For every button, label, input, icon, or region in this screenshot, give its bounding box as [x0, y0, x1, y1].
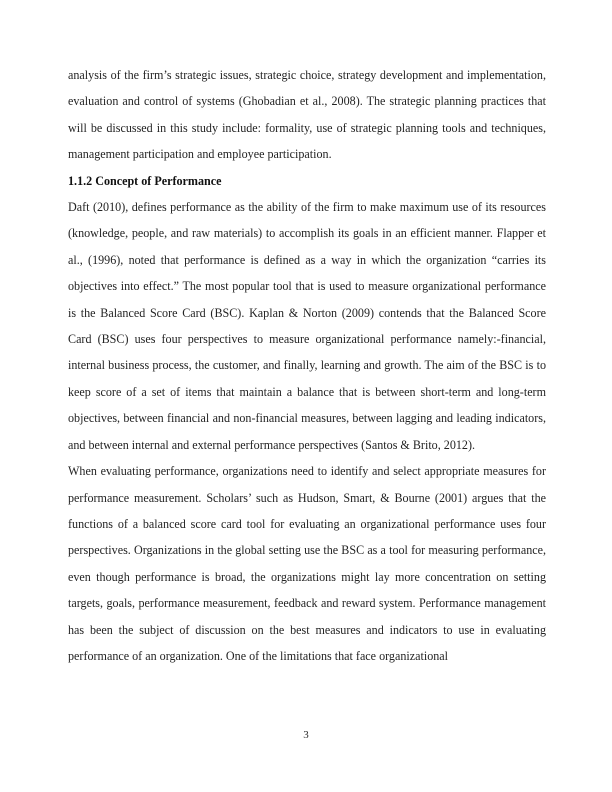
heading-concept-of-performance: 1.1.2 Concept of Performance	[68, 173, 222, 188]
paragraph-performance-measurement-perspectives: When evaluating performance, organizations need to identify and select appropriate measures for performance measurement. Scholars’ such as Hudson, Smart, & Bourne (2001) argues that the functions of a balanced score card tool for evaluating an organizational performance uses four perspectives. Organizations in the global setting use the BSC as a tool for measuring performance, even though performance is broad, the organizations might lay more concentration on setting targets, goals, performance measurement, feedback and reward system. Performance management has been the subject of discussion on the best measures and indicators to use in evaluating performance of an organization. One of the limitations that face organizational	[68, 464, 546, 663]
page-number: 3	[303, 729, 309, 741]
page-body-content	[68, 62, 546, 669]
paragraph-strategic-planning-practices: analysis of the firm’s strategic issues, strategic choice, strategy development and implementation, evaluation and control of systems (Ghobadian et al., 2008). The strategic planning practices that will be discussed in this study include: formality, use of strategic planning tools and techniques, management participation and employee participation.	[68, 68, 546, 162]
paragraph-performance-definition-bsc: Daft (2010), defines performance as the ability of the firm to make maximum use of its resources (knowledge, people, and raw materials) to accomplish its goals in an efficient manner. Flapper et al., (1996), noted that performance is defined as a way in which the organization “carries its objectives into effect.” The most popular tool that is used to measure organizational performance is the Balanced Score Card (BSC). Kaplan & Norton (2009) contends that the Balanced Score Card (BSC) uses four perspectives to measure organizational performance namely:-financial, internal business process, the customer, and finally, learning and growth. The aim of the BSC is to keep score of a set of items that maintain a balance that is between short-term and long-term objectives, between financial and non-financial measures, between lagging and leading indicators, and between internal and external performance perspectives (Santos & Brito, 2012).	[68, 200, 546, 452]
